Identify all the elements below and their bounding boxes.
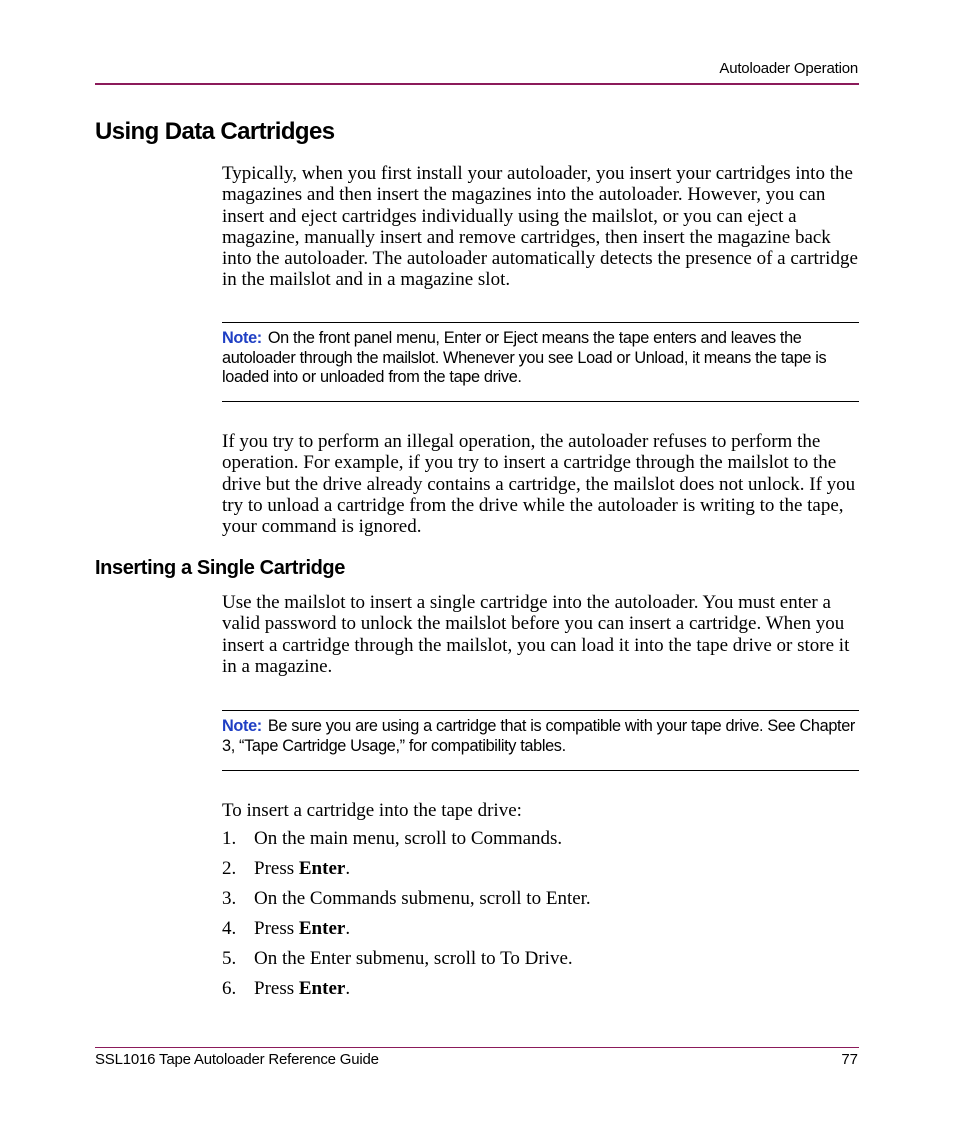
step-keyword: Enter [298, 978, 346, 999]
mailslot-paragraph: Use the mailslot to insert a single cartridge into the autoloader. You must enter a valid password to unlock the mailslot before you can insert a cartridge. When you insert a cartridge through the mailslot, you can load it into the tape drive or store it in a magazine. [222, 592, 850, 677]
page-number: 77 [841, 1051, 858, 1068]
step-number: 4. [222, 918, 237, 939]
note-box-front-panel [222, 322, 859, 402]
note-label: Note: [222, 329, 262, 347]
header-rule [95, 83, 859, 85]
step-keyword: Enter [298, 918, 346, 939]
step-text: On the Enter submenu, scroll to To Drive. [254, 948, 573, 969]
step-text-pre: Press [254, 918, 299, 939]
running-header: Autoloader Operation [719, 60, 858, 77]
step-item [222, 888, 862, 918]
step-keyword: Enter [298, 858, 346, 879]
step-item [222, 918, 862, 948]
step-text: On the Commands submenu, scroll to Enter. [254, 888, 591, 909]
step-text [254, 858, 350, 879]
steps-intro: To insert a cartridge into the tape drive: [222, 800, 522, 821]
step-text [254, 918, 350, 939]
step-number: 3. [222, 888, 237, 909]
step-text-pre: Press [254, 978, 299, 999]
footer-guide-title: SSL1016 Tape Autoloader Reference Guide [95, 1051, 379, 1068]
section-title-inserting-single-cartridge: Inserting a Single Cartridge [95, 557, 345, 579]
step-item [222, 948, 862, 978]
step-number: 6. [222, 978, 237, 999]
step-number: 1. [222, 828, 237, 849]
note-box-compatibility [222, 710, 859, 771]
note-label: Note: [222, 717, 262, 735]
illegal-operation-paragraph: If you try to perform an illegal operation, the autoloader refuses to perform the operation. For example, if you try to insert a cartridge through the mailslot to the drive but the drive already contains a cartridge, the mailslot does not unlock. If you try to unload a cartridge from the drive while the autoloader is writing to the tape, your command is ignored. [222, 431, 856, 538]
step-number: 2. [222, 858, 237, 879]
step-item [222, 828, 862, 858]
step-number: 5. [222, 948, 237, 969]
note-text: Be sure you are using a cartridge that is compatible with your tape drive. See Chapter 3, “Tape Cartridge Usage,” for compatibility tables. [222, 717, 855, 755]
step-text-pre: Press [254, 858, 299, 879]
section-title-using-data-cartridges: Using Data Cartridges [95, 118, 335, 145]
step-text [254, 978, 350, 999]
step-item [222, 858, 862, 888]
note-text: On the front panel menu, Enter or Eject means the tape enters and leaves the autoloader through the mailslot. Whenever you see Load or Unload, it means the tape is loaded into or unloaded from the tape drive. [222, 329, 827, 386]
note-text-block [222, 717, 859, 756]
footer-rule [95, 1047, 859, 1048]
step-item [222, 978, 862, 1008]
intro-paragraph: Typically, when you first install your autoloader, you insert your cartridges into the magazines and then insert the magazines into the autoloader. However, you can insert and eject cartridges individually using the mailslot, or you can eject a magazine, manually insert and remove cartridges, then insert the magazine back into the autoloader. The autoloader automatically detects the presence of a cartridge in the mailslot and in a magazine slot. [222, 163, 858, 291]
procedure-steps [222, 828, 862, 1008]
step-text-post: . [345, 918, 351, 939]
step-text: On the main menu, scroll to Commands. [254, 828, 563, 849]
note-text-block [222, 329, 859, 388]
step-text-post: . [345, 978, 351, 999]
step-text-post: . [345, 858, 351, 879]
